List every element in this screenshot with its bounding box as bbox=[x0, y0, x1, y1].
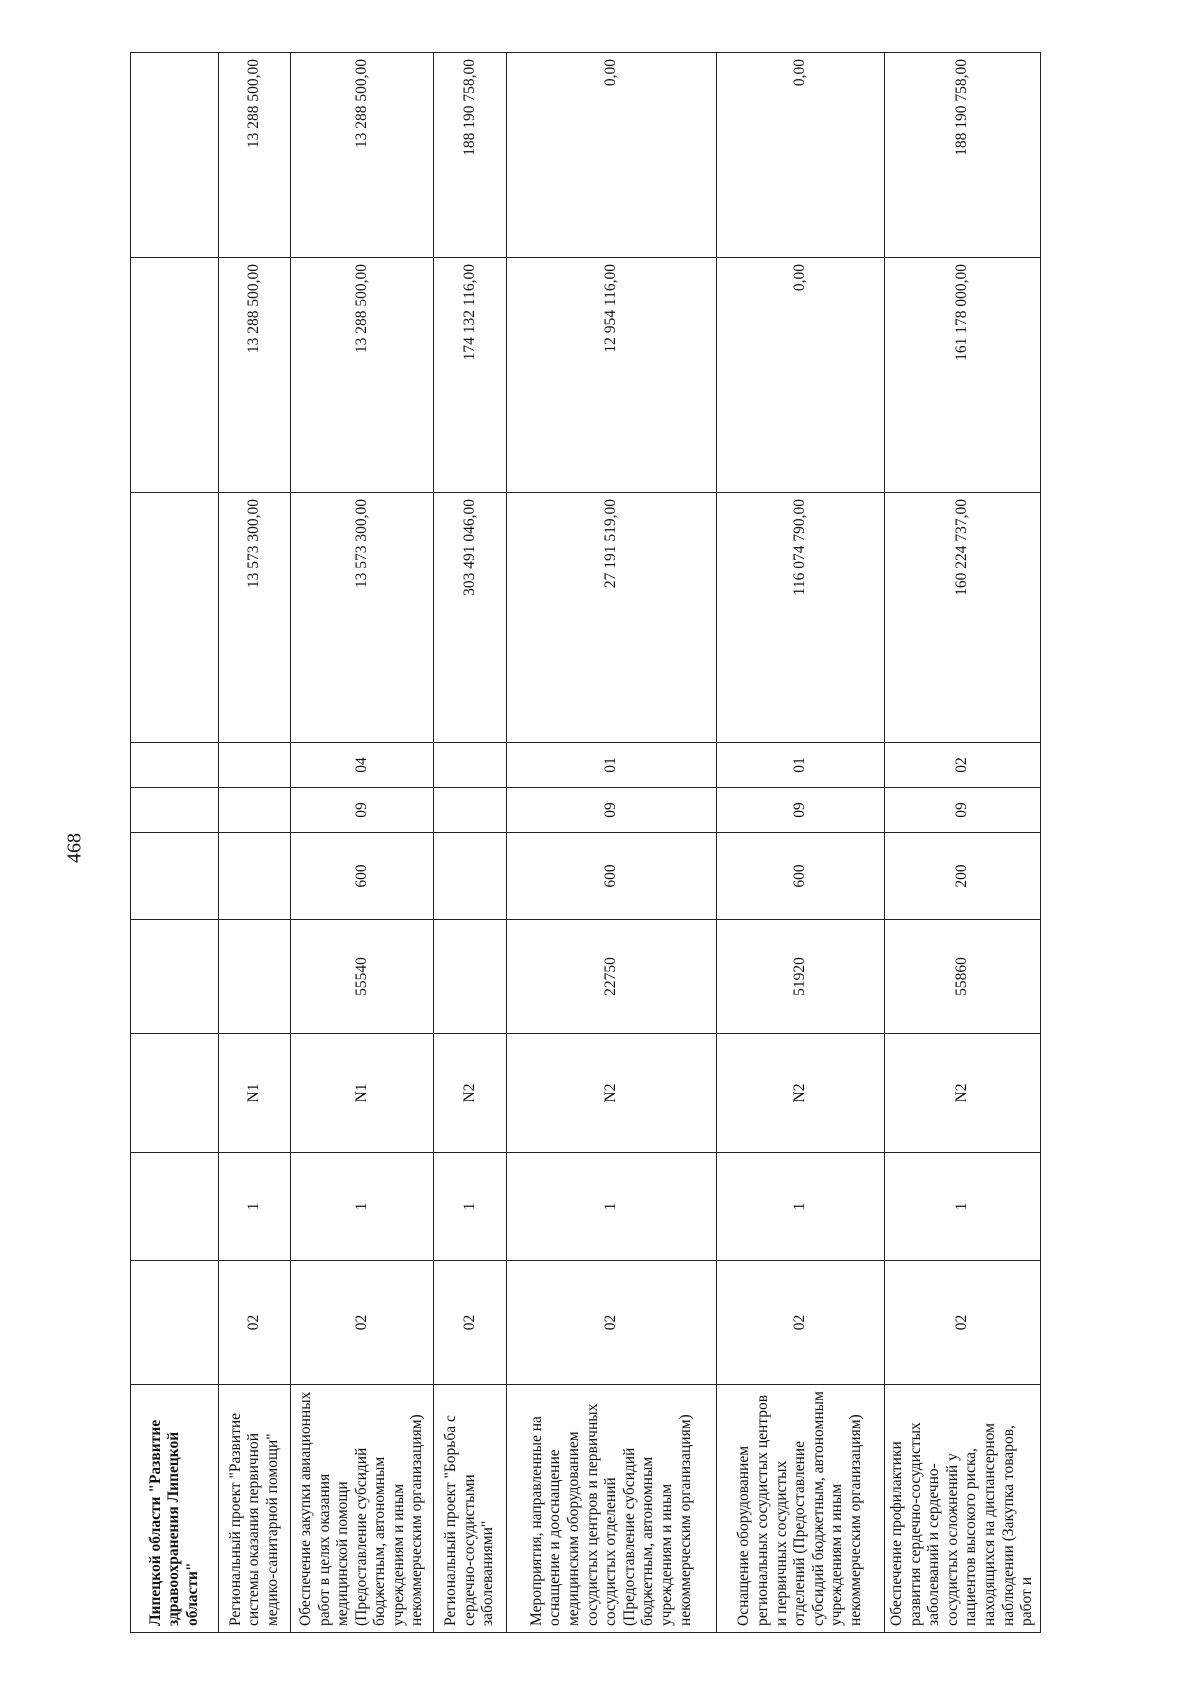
row-name: Обеспечение профилактики развития сердечно-сосудистых заболеваний и сердечно-сосудистых осложнений у пациентов высокого риска, находящихся на диспансерном наблюдении (Закупка товаров, работ и bbox=[885, 1385, 1041, 1633]
cell-code-7 bbox=[434, 743, 507, 788]
cell-code-3: N2 bbox=[885, 1034, 1041, 1153]
cell-code-2: 1 bbox=[507, 1153, 717, 1261]
cell-value-2 bbox=[131, 258, 219, 493]
budget-table bbox=[130, 52, 1041, 1633]
cell-code-7: 04 bbox=[291, 743, 434, 788]
row-name: Региональный проект "Развитие системы оказания первичной медико-санитарной помощи" bbox=[219, 1385, 291, 1633]
row-name: Мероприятия, направленные на оснащение и дооснащение медицинским оборудованием сосудистых центров и первичных сосудистых отделений (Предоставление субсидий бюджетным, автономным учреждениям и иным некоммерческим организациям) bbox=[507, 1385, 717, 1633]
cell-code-6: 09 bbox=[507, 788, 717, 833]
cell-value-2: 12 954 116,00 bbox=[507, 258, 717, 493]
cell-code-5: 200 bbox=[885, 833, 1041, 920]
table-row bbox=[291, 53, 434, 1633]
row-name: Региональный проект "Борьба с сердечно-сосудистыми заболеваниями" bbox=[434, 1385, 507, 1633]
cell-value-1: 303 491 046,00 bbox=[434, 493, 507, 743]
cell-value-2: 13 288 500,00 bbox=[291, 258, 434, 493]
cell-code-2: 1 bbox=[291, 1153, 434, 1261]
row-name: Липецкой области "Развитие здравоохранения Липецкой области" bbox=[131, 1385, 219, 1633]
cell-code-3 bbox=[131, 1034, 219, 1153]
table-row bbox=[434, 53, 507, 1633]
cell-code-5 bbox=[219, 833, 291, 920]
cell-code-1: 02 bbox=[434, 1261, 507, 1385]
cell-code-6 bbox=[131, 788, 219, 833]
cell-code-1: 02 bbox=[885, 1261, 1041, 1385]
table-row bbox=[717, 53, 885, 1633]
cell-code-1: 02 bbox=[717, 1261, 885, 1385]
page-number: 468 bbox=[63, 833, 86, 863]
cell-code-5 bbox=[131, 833, 219, 920]
cell-code-3: N2 bbox=[507, 1034, 717, 1153]
cell-code-4 bbox=[434, 920, 507, 1034]
cell-code-5: 600 bbox=[717, 833, 885, 920]
cell-code-6: 09 bbox=[717, 788, 885, 833]
cell-value-1: 13 573 300,00 bbox=[291, 493, 434, 743]
table-row bbox=[507, 53, 717, 1633]
cell-code-1: 02 bbox=[291, 1261, 434, 1385]
cell-value-3: 13 288 500,00 bbox=[219, 53, 291, 258]
cell-code-4: 55860 bbox=[885, 920, 1041, 1034]
cell-code-4 bbox=[219, 920, 291, 1034]
cell-value-1: 27 191 519,00 bbox=[507, 493, 717, 743]
cell-value-1: 160 224 737,00 bbox=[885, 493, 1041, 743]
cell-code-6 bbox=[434, 788, 507, 833]
row-name: Оснащение оборудованием региональных сосудистых центров и первичных сосудистых отделений (Предоставление субсидий бюджетным, автономным учреждениям и иным некоммерческим организациям) bbox=[717, 1385, 885, 1633]
cell-code-7: 01 bbox=[507, 743, 717, 788]
cell-value-1: 13 573 300,00 bbox=[219, 493, 291, 743]
cell-code-7 bbox=[131, 743, 219, 788]
cell-value-3 bbox=[131, 53, 219, 258]
table-row bbox=[885, 53, 1041, 1633]
cell-code-3: N2 bbox=[717, 1034, 885, 1153]
cell-code-7 bbox=[219, 743, 291, 788]
cell-value-1: 116 074 790,00 bbox=[717, 493, 885, 743]
cell-value-3: 0,00 bbox=[507, 53, 717, 258]
cell-code-6 bbox=[219, 788, 291, 833]
cell-code-2: 1 bbox=[219, 1153, 291, 1261]
cell-code-1: 02 bbox=[507, 1261, 717, 1385]
cell-code-4: 22750 bbox=[507, 920, 717, 1034]
cell-code-2: 1 bbox=[885, 1153, 1041, 1261]
cell-code-2: 1 bbox=[434, 1153, 507, 1261]
rotated-table-area bbox=[130, 53, 1130, 1633]
cell-code-5: 600 bbox=[291, 833, 434, 920]
cell-code-6: 09 bbox=[885, 788, 1041, 833]
cell-value-1 bbox=[131, 493, 219, 743]
cell-code-5: 600 bbox=[507, 833, 717, 920]
cell-value-3: 13 288 500,00 bbox=[291, 53, 434, 258]
cell-code-4 bbox=[131, 920, 219, 1034]
cell-code-5 bbox=[434, 833, 507, 920]
cell-code-3: N1 bbox=[291, 1034, 434, 1153]
cell-code-4: 55540 bbox=[291, 920, 434, 1034]
row-name: Обеспечение закупки авиационных работ в целях оказания медицинской помощи (Предоставление субсидий бюджетным, автономным учреждениям и иным некоммерческим организациям) bbox=[291, 1385, 434, 1633]
cell-value-3: 188 190 758,00 bbox=[885, 53, 1041, 258]
cell-value-2: 174 132 116,00 bbox=[434, 258, 507, 493]
cell-code-1: 02 bbox=[219, 1261, 291, 1385]
cell-value-3: 0,00 bbox=[717, 53, 885, 258]
cell-code-4: 51920 bbox=[717, 920, 885, 1034]
table-body bbox=[131, 53, 1041, 1633]
cell-value-3: 188 190 758,00 bbox=[434, 53, 507, 258]
cell-value-2: 0,00 bbox=[717, 258, 885, 493]
cell-code-3: N1 bbox=[219, 1034, 291, 1153]
table-row bbox=[219, 53, 291, 1633]
cell-code-2: 1 bbox=[717, 1153, 885, 1261]
cell-code-6: 09 bbox=[291, 788, 434, 833]
cell-code-7: 01 bbox=[717, 743, 885, 788]
table-row bbox=[131, 53, 219, 1633]
cell-code-1 bbox=[131, 1261, 219, 1385]
cell-code-3: N2 bbox=[434, 1034, 507, 1153]
cell-code-7: 02 bbox=[885, 743, 1041, 788]
cell-code-2 bbox=[131, 1153, 219, 1261]
cell-value-2: 161 178 000,00 bbox=[885, 258, 1041, 493]
cell-value-2: 13 288 500,00 bbox=[219, 258, 291, 493]
